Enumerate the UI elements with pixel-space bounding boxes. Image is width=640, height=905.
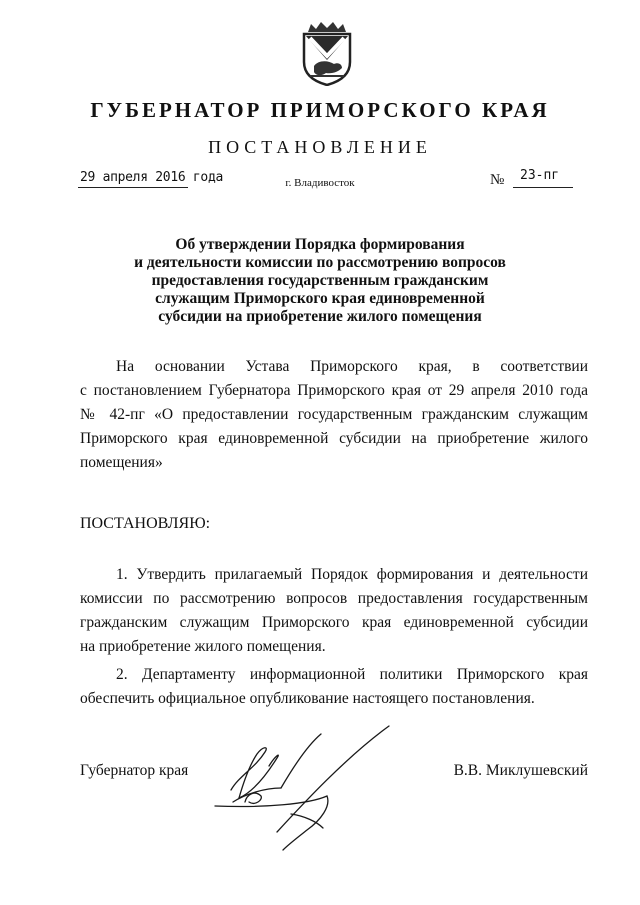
signatory-name: В.В. Миклушевский xyxy=(453,762,588,779)
subject-line: предоставления государственным гражданским xyxy=(151,272,489,289)
subject-line: служащим Приморского края единовременной xyxy=(155,290,485,307)
document-city: г. Владивосток xyxy=(285,177,355,189)
signatory-role: Губернатор края xyxy=(80,762,189,779)
preamble-line: помещения» xyxy=(80,454,163,471)
number-underline xyxy=(513,187,573,188)
item-1-line: 1. Утвердить прилагаемый Порядок формирования и деятельности xyxy=(116,566,588,583)
item-2-paragraph xyxy=(80,663,588,711)
subject-line: Об утверждении Порядка формирования xyxy=(175,236,465,253)
item-1-paragraph xyxy=(80,563,588,659)
item-1-line: на приобретение жилого помещения. xyxy=(80,638,326,655)
preamble-line: Приморского края единовременной субсидии на приобретение жилого xyxy=(80,430,588,447)
preamble-line: с постановлением Губернатора Приморского края от 29 апреля 2010 года xyxy=(80,382,588,399)
document-type: ПОСТАНОВЛЕНИЕ xyxy=(208,137,432,157)
item-2-line: 2. Департаменту информационной политики Приморского края xyxy=(116,666,588,683)
number-label: № xyxy=(490,172,505,188)
subject-line: и деятельности комиссии по рассмотрению вопросов xyxy=(134,254,506,271)
document-number: 23-пг xyxy=(520,168,560,183)
item-1-line: гражданским служащим Приморского края единовременной субсидии xyxy=(80,614,588,631)
subject-line: субсидии на приобретение жилого помещения xyxy=(158,308,482,325)
preamble-line: На основании Устава Приморского края, в соответствии xyxy=(116,358,588,375)
preamble-paragraph xyxy=(80,355,588,475)
document-date: 29 апреля 2016 года xyxy=(80,170,224,185)
item-2-line: обеспечить официальное опубликование настоящего постановления. xyxy=(80,690,535,707)
decree-word: ПОСТАНОВЛЯЮ: xyxy=(80,515,211,532)
preamble-line: № 42-пг «О предоставлении государственным гражданским служащим xyxy=(80,406,588,423)
item-1-line: комиссии по рассмотрению вопросов предоставления государственным xyxy=(80,590,588,607)
document-subject xyxy=(120,236,520,326)
coat-of-arms-emblem xyxy=(298,22,356,86)
document-title: ГУБЕРНАТОР ПРИМОРСКОГО КРАЯ xyxy=(90,98,550,122)
handwritten-signature xyxy=(205,722,405,852)
